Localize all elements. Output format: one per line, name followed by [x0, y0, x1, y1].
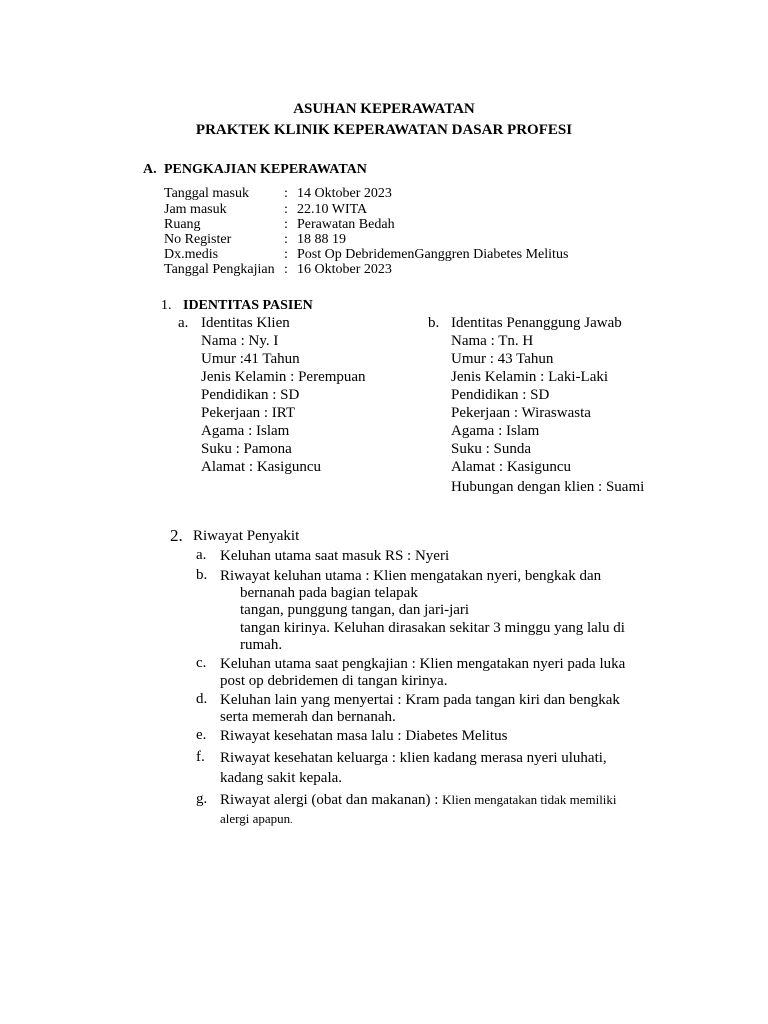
- info-colon: :: [284, 262, 288, 277]
- riwayat-item-text: kadang sakit kepala.: [220, 770, 343, 786]
- riwayat-item-text: Riwayat kesehatan masa lalu : Diabetes Melitus: [220, 728, 508, 744]
- riwayat-item-text: Keluhan lain yang menyertai : Kram pada tangan kiri dan bengkak: [220, 692, 620, 708]
- info-label: Tanggal Pengkajian: [164, 262, 275, 277]
- penanggung-line: Pekerjaan : Wiraswasta: [451, 405, 591, 421]
- riwayat-item-text: [220, 791, 617, 809]
- info-colon: :: [284, 247, 288, 262]
- penanggung-line: Umur : 43 Tahun: [451, 351, 554, 367]
- klien-heading: Identitas Klien: [201, 315, 290, 331]
- riwayat-item-text: [220, 810, 292, 828]
- penanggung-heading: Identitas Penanggung Jawab: [451, 315, 622, 331]
- section-a-title: PENGKAJIAN KEPERAWATAN: [164, 162, 367, 177]
- klien-line: Nama : Ny. I: [201, 333, 279, 349]
- info-value: Perawatan Bedah: [297, 217, 395, 232]
- riwayat-title: Riwayat Penyakit: [193, 528, 300, 544]
- penanggung-line: Alamat : Kasiguncu: [451, 459, 571, 475]
- riwayat-item-text: Riwayat keluhan utama : Klien mengatakan nyeri, bengkak dan: [220, 568, 602, 584]
- info-value: 22.10 WITA: [297, 202, 368, 217]
- info-colon: :: [284, 232, 288, 247]
- identitas-marker: 1.: [161, 298, 172, 313]
- riwayat-marker: 2.: [170, 526, 183, 545]
- penanggung-line: Jenis Kelamin : Laki-Laki: [451, 369, 609, 385]
- penanggung-line: Pendidikan : SD: [451, 387, 550, 403]
- doc-title: ASUHAN KEPERAWATAN: [293, 101, 475, 117]
- klien-line: Pendidikan : SD: [201, 387, 300, 403]
- penanggung-line: Nama : Tn. H: [451, 333, 534, 349]
- info-value: 16 Oktober 2023: [297, 262, 392, 277]
- riwayat-item-marker: d.: [196, 691, 208, 707]
- riwayat-item-text: tangan, punggung tangan, dan jari-jari: [240, 602, 470, 618]
- riwayat-item-text: tangan kirinya. Keluhan dirasakan sekitar 3 minggu yang lalu di: [240, 620, 625, 636]
- riwayat-alergi-prefix: Riwayat alergi (obat dan makanan) :: [220, 792, 443, 808]
- riwayat-item-marker: e.: [196, 727, 207, 743]
- info-label: No Register: [164, 232, 232, 247]
- riwayat-alergi-answer: Klien mengatakan tidak memiliki: [442, 792, 617, 807]
- info-colon: :: [284, 202, 288, 217]
- riwayat-item-text: Keluhan utama saat pengkajian : Klien mengatakan nyeri pada luka: [220, 656, 626, 672]
- info-label: Jam masuk: [164, 202, 227, 217]
- penanggung-line: Agama : Islam: [451, 423, 540, 439]
- riwayat-item-marker: g.: [196, 791, 208, 807]
- section-a-marker: A.: [143, 162, 157, 177]
- klien-marker: a.: [178, 315, 189, 331]
- klien-line: Pekerjaan : IRT: [201, 405, 296, 421]
- klien-line: Agama : Islam: [201, 423, 290, 439]
- riwayat-item-text: serta memerah dan bernanah.: [220, 709, 396, 725]
- penanggung-marker: b.: [428, 315, 440, 331]
- penanggung-line: Hubungan dengan klien : Suami: [451, 479, 645, 495]
- doc-subtitle: PRAKTEK KLINIK KEPERAWATAN DASAR PROFESI: [195, 122, 573, 138]
- penanggung-line: Suku : Sunda: [451, 441, 532, 457]
- info-colon: :: [284, 217, 288, 232]
- riwayat-item-marker: c.: [196, 655, 207, 671]
- info-value: Post Op DebridemenGanggren Diabetes Melitus: [297, 247, 569, 262]
- info-label: Tanggal masuk: [164, 186, 249, 201]
- riwayat-item-text: Keluhan utama saat masuk RS : Nyeri: [220, 548, 450, 564]
- riwayat-item-text: rumah.: [240, 637, 283, 653]
- info-label: Ruang: [164, 217, 201, 232]
- info-value: 18 88 19: [297, 232, 346, 247]
- info-label: Dx.medis: [164, 247, 219, 262]
- klien-line: Suku : Pamona: [201, 441, 292, 457]
- info-value: 14 Oktober 2023: [297, 186, 392, 201]
- identitas-title: IDENTITAS PASIEN: [183, 298, 313, 313]
- riwayat-alergi-answer-cont: alergi apapun: [220, 811, 291, 826]
- riwayat-item-marker: a.: [196, 547, 207, 563]
- klien-line: Umur :41 Tahun: [201, 351, 300, 367]
- riwayat-item-marker: f.: [196, 749, 205, 765]
- riwayat-item-text: Riwayat kesehatan keluarga : klien kadang merasa nyeri uluhati,: [220, 750, 607, 766]
- klien-line: Jenis Kelamin : Perempuan: [201, 369, 366, 385]
- riwayat-item-text: bernanah pada bagian telapak: [240, 585, 418, 601]
- info-colon: :: [284, 186, 288, 201]
- klien-line: Alamat : Kasiguncu: [201, 459, 321, 475]
- riwayat-item-text: post op debridemen di tangan kirinya.: [220, 673, 448, 689]
- riwayat-alergi-period: .: [290, 815, 293, 825]
- riwayat-item-marker: b.: [196, 567, 208, 583]
